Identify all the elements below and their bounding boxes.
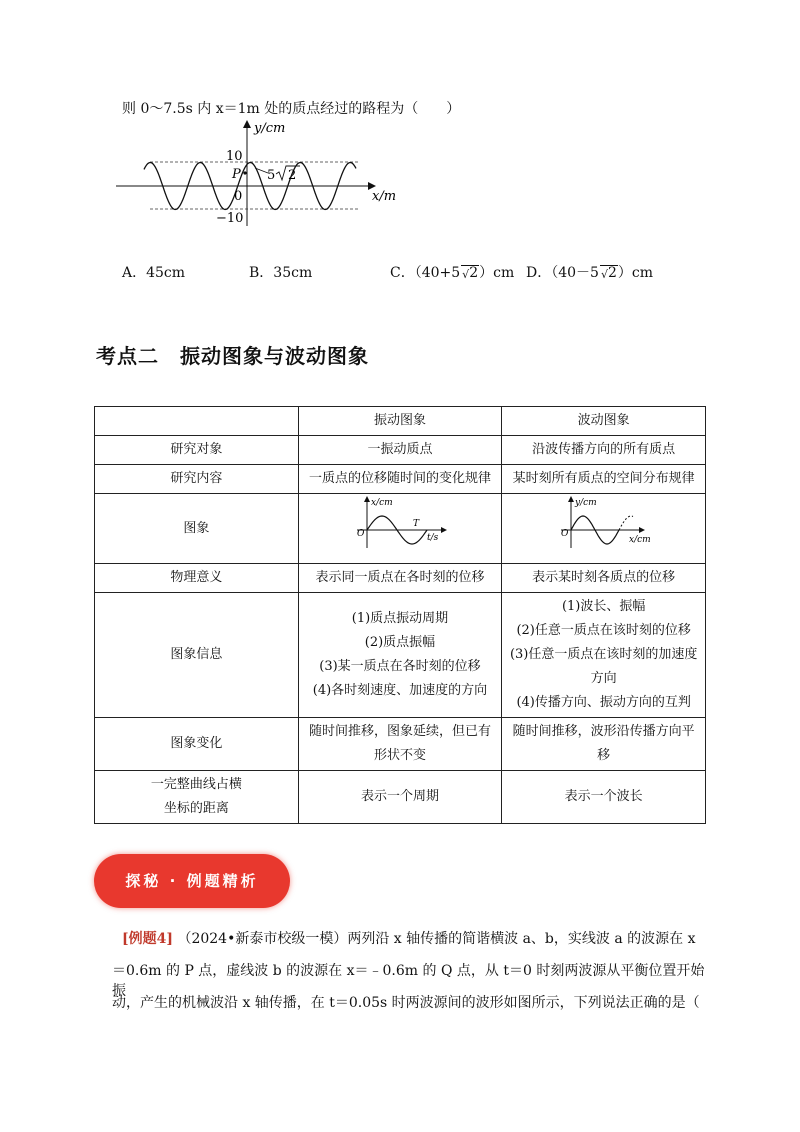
table-cell-info-vibration	[298, 593, 502, 718]
table-header-cell: 波动图象	[502, 407, 706, 436]
table-cell: 图象信息	[95, 593, 299, 718]
table-cell: 一质点的位移随时间的变化规律	[298, 465, 502, 494]
wave-y-label: y/cm	[574, 498, 597, 508]
table-cell: 图象	[95, 494, 299, 564]
table-header-row	[95, 407, 706, 436]
example-line-1	[122, 928, 710, 948]
table-cell: 表示同一质点在各时刻的位移	[298, 564, 502, 593]
wave-graph-cell	[502, 494, 706, 564]
wave-origin-label: O	[560, 529, 569, 539]
example-line-3: 动，产生的机械波沿 x 轴传播，在 t＝0.05s 时两波源间的波形如图所示，下列说法正确的是（	[112, 995, 700, 1011]
example-banner	[94, 854, 290, 908]
table-cell: 物理意义	[95, 564, 299, 593]
table-cell: 表示一个波长	[502, 771, 706, 824]
option-d-prefix: D．（40－5	[526, 265, 599, 281]
wave-graph	[549, 496, 659, 552]
table-cell: 一完整曲线占横坐标的距离	[95, 771, 299, 824]
vib-x-label: t/s	[426, 533, 439, 543]
vibration-graph-cell	[298, 494, 502, 564]
info-line: (4)传播方向、振动方向的互判	[516, 695, 691, 710]
info-line: (2)任意一质点在该时刻的位移	[516, 623, 691, 638]
table-cell: 随时间推移，图象延续，但已有形状不变	[298, 718, 502, 771]
option-d-suffix: ）cm	[617, 265, 654, 281]
vibration-graph	[345, 496, 455, 552]
banner-label: 探秘 · 例题精析	[125, 872, 259, 890]
origin-label: 0	[234, 189, 243, 204]
option-c-suffix: ）cm	[479, 265, 515, 281]
info-line: (3)某一质点在各时刻的位移	[319, 659, 481, 674]
example-tag: [例题4]	[122, 931, 173, 947]
min-tick-label: −10	[216, 211, 244, 226]
table-row-object	[95, 436, 706, 465]
wave-figure	[110, 118, 410, 230]
y-axis-label: y/cm	[254, 121, 286, 136]
vib-origin-label: O	[356, 529, 365, 539]
option-b: B．35cm	[249, 265, 313, 281]
option-c-radicand: √2	[462, 265, 479, 281]
option-d-radicand: √2	[600, 265, 617, 281]
option-c-prefix: C．（40+5	[390, 265, 461, 281]
table-cell: 图象变化	[95, 718, 299, 771]
question-line: 则 0～7.5s 内 x＝1m 处的质点经过的路程为（ ）	[122, 101, 461, 117]
point-p-marker	[243, 171, 246, 174]
table-row-change	[95, 718, 706, 771]
example-line-1-text: （2024•新泰市校级一模）两列沿 x 轴传播的简谐横波 a、b，实线波 a 的波源在 x	[177, 931, 696, 947]
wave-x-label: x/cm	[628, 535, 651, 545]
table-cell: 研究内容	[95, 465, 299, 494]
table-cell: 沿波传播方向的所有质点	[502, 436, 706, 465]
info-line: (1)波长、振幅	[561, 599, 646, 614]
y-axis-arrow	[243, 120, 251, 128]
point-p-value-prefix: 5	[267, 168, 276, 183]
info-line: (2)质点振幅	[364, 635, 436, 650]
option-c	[390, 262, 514, 282]
table-row-meaning	[95, 564, 706, 593]
example-line-2: ＝0.6m 的 P 点，虚线波 b 的波源在 x＝﹣0.6m 的 Q 点，从 t＝0 时刻两波源从平衡位置开始振	[112, 963, 705, 999]
table-cell: 随时间推移，波形沿传播方向平移	[502, 718, 706, 771]
table-header-cell: 振动图象	[298, 407, 502, 436]
table-cell: 一振动质点	[298, 436, 502, 465]
point-p-value-radicand: 2	[288, 168, 297, 183]
table-row-info	[95, 593, 706, 718]
table-row-graph	[95, 494, 706, 564]
option-a: A．45cm	[122, 265, 186, 281]
info-line: (4)各时刻速度、加速度的方向	[312, 683, 488, 698]
table-cell: 表示一个周期	[298, 771, 502, 824]
max-tick-label: 10	[226, 149, 243, 164]
info-line: (3)任意一质点在该时刻的加速度方向	[509, 647, 698, 686]
section-title: 考点二 振动图象与波动图象	[96, 344, 369, 368]
x-axis-label: x/m	[372, 189, 397, 204]
table-header-cell	[95, 407, 299, 436]
wave-curve-dashed	[619, 516, 633, 530]
option-d	[526, 262, 653, 282]
vib-period-label: T	[412, 519, 419, 529]
info-line: (1)质点振动周期	[351, 611, 449, 626]
table-cell-info-wave	[502, 593, 706, 718]
point-p-label: P	[232, 167, 241, 182]
table-cell: 某时刻所有质点的空间分布规律	[502, 465, 706, 494]
table-row-period	[95, 771, 706, 824]
table-cell: 研究对象	[95, 436, 299, 465]
comparison-table	[94, 406, 706, 824]
table-row-content	[95, 465, 706, 494]
vib-y-label: x/cm	[370, 498, 393, 508]
table-cell: 表示某时刻各质点的位移	[502, 564, 706, 593]
